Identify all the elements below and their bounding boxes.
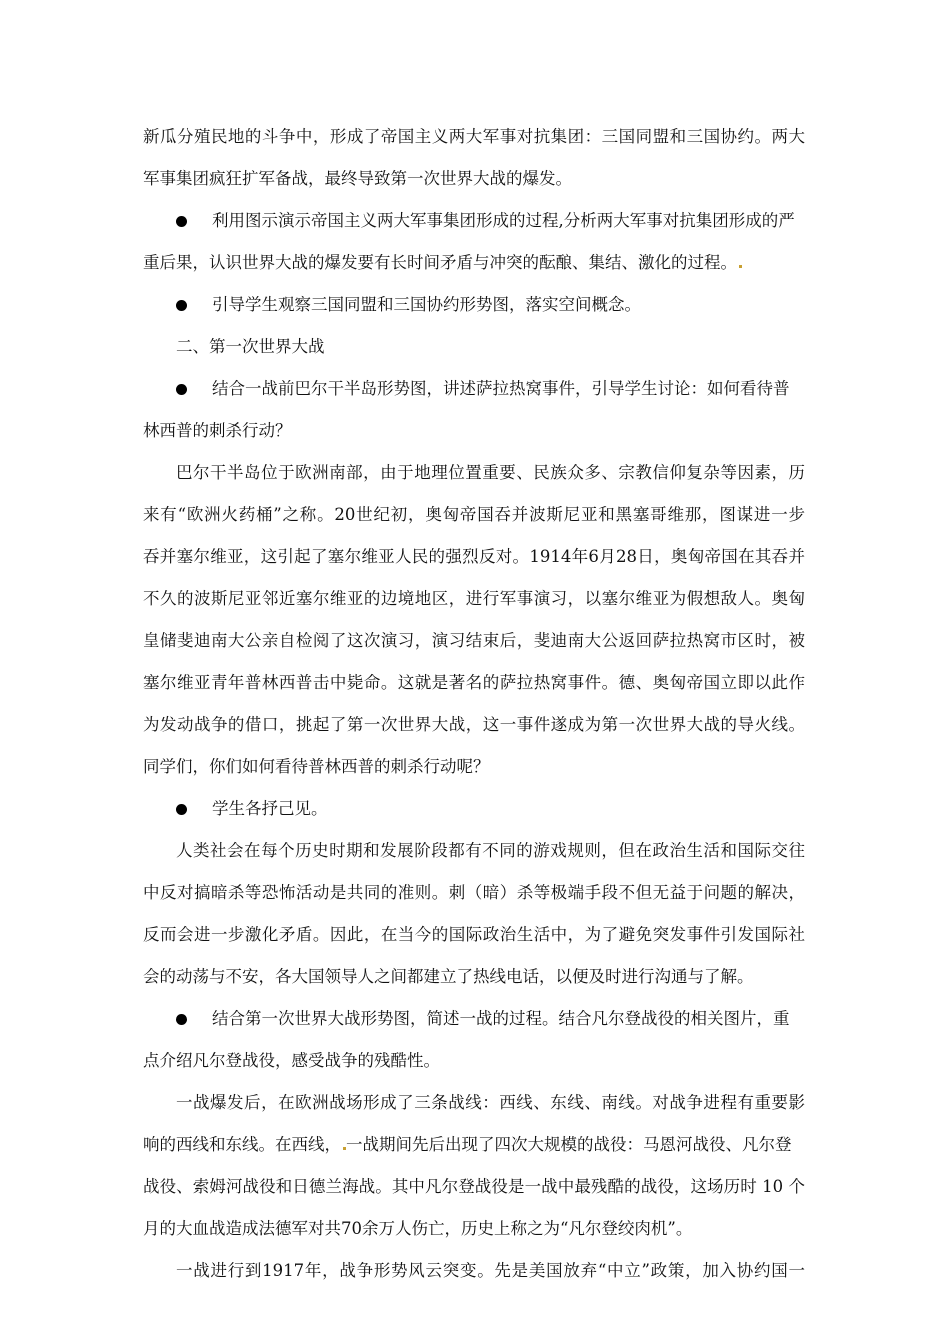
- mark-icon: [739, 265, 742, 268]
- bullet-text: 结合一战前巴尔干半岛形势图，讲述萨拉热窝事件，引导学生讨论：如何看待普: [212, 379, 790, 398]
- bullet-text: 引导学生观察三国同盟和三国协约形势图，落实空间概念。: [212, 295, 641, 314]
- text-line: 点介绍凡尔登战役，感受战争的残酷性。: [143, 1051, 440, 1070]
- text-line: 中反对搞暗杀等恐怖活动是共同的准则。刺（暗）杀等极端手段不但无益于问题的解决，: [143, 883, 805, 902]
- text-line: 巴尔干半岛位于欧洲南部，由于地理位置重要、民族众多、宗教信仰复杂等因素，历: [176, 463, 805, 482]
- text-line: 一战进行到1917年，战争形势风云突变。先是美国放弃“中立”政策，加入协约国一: [176, 1261, 805, 1280]
- bullet-text: 利用图示演示帝国主义两大军事集团形成的过程,分析两大军事对抗集团形成的严: [212, 211, 795, 230]
- text-line: 月的大血战造成法德军对共70余万人伤亡，历史上称之为“凡尔登绞肉机”。: [143, 1219, 693, 1238]
- bullet-text: 结合第一次世界大战形势图，简述一战的过程。结合凡尔登战役的相关图片，重: [212, 1009, 790, 1028]
- text-segment: 重后果，认识世界大战的爆发要有长时间矛盾与冲突的酝酿、集结、激化的过程。: [143, 253, 737, 272]
- text-line: 吞并塞尔维亚，这引起了塞尔维亚人民的强烈反对。1914年6月28日，奥匈帝国在其吞并: [143, 547, 805, 566]
- bullet-item: [143, 368, 805, 410]
- text-line: [143, 242, 805, 284]
- text-line: 林西普的刺杀行动？: [143, 421, 292, 440]
- text-line: 为发动战争的借口，挑起了第一次世界大战，这一事件遂成为第一次世界大战的导火线。: [143, 715, 805, 734]
- bullet-item: [143, 788, 805, 830]
- text-line: 来有“欧洲火药桶”之称。20世纪初，奥匈帝国吞并波斯尼亚和黑塞哥维那，图谋进一步: [143, 505, 805, 524]
- bullet-icon: [176, 300, 187, 311]
- bullet-icon: [176, 804, 187, 815]
- text-line: 军事集团疯狂扩军备战，最终导致第一次世界大战的爆发。: [143, 169, 572, 188]
- bullet-text: 学生各抒己见。: [212, 799, 328, 818]
- text-line: 塞尔维亚青年普林西普击中毙命。这就是著名的萨拉热窝事件。德、奥匈帝国立即以此作: [143, 673, 805, 692]
- text-segment: 响的西线和东线。在西线，: [143, 1135, 341, 1154]
- text-line: [143, 1124, 805, 1166]
- text-line: 战役、索姆河战役和日德兰海战。其中凡尔登战役是一战中最残酷的战役，这场历时 10 个: [143, 1177, 805, 1196]
- text-line: 会的动荡与不安，各大国领导人之间都建立了热线电话，以便及时进行沟通与了解。: [143, 967, 754, 986]
- text-segment: 一战期间先后出现了四次大规模的战役：马恩河战役、凡尔登: [346, 1135, 792, 1154]
- text-line: 反而会进一步激化矛盾。因此，在当今的国际政治生活中，为了避免突发事件引发国际社: [143, 925, 805, 944]
- text-line: 皇储斐迪南大公亲自检阅了这次演习，演习结束后，斐迪南大公返回萨拉热窝市区时，被: [143, 631, 805, 650]
- text-line: 同学们，你们如何看待普林西普的刺杀行动呢？: [143, 757, 490, 776]
- text-line: 不久的波斯尼亚邻近塞尔维亚的边境地区，进行军事演习，以塞尔维亚为假想敌人。奥匈: [143, 589, 805, 608]
- bullet-item: [143, 200, 805, 242]
- bullet-icon: [176, 1014, 187, 1025]
- document-body: [143, 116, 805, 1292]
- bullet-item: [143, 998, 805, 1040]
- bullet-icon: [176, 384, 187, 395]
- text-line: 人类社会在每个历史时期和发展阶段都有不同的游戏规则，但在政治生活和国际交往: [176, 841, 805, 860]
- text-line: 新瓜分殖民地的斗争中，形成了帝国主义两大军事对抗集团：三国同盟和三国协约。两大: [143, 127, 805, 146]
- bullet-item: [143, 284, 805, 326]
- bullet-icon: [176, 216, 187, 227]
- text-line: 一战爆发后，在欧洲战场形成了三条战线：西线、东线、南线。对战争进程有重要影: [176, 1093, 805, 1112]
- section-heading: 二、第一次世界大战: [176, 337, 325, 356]
